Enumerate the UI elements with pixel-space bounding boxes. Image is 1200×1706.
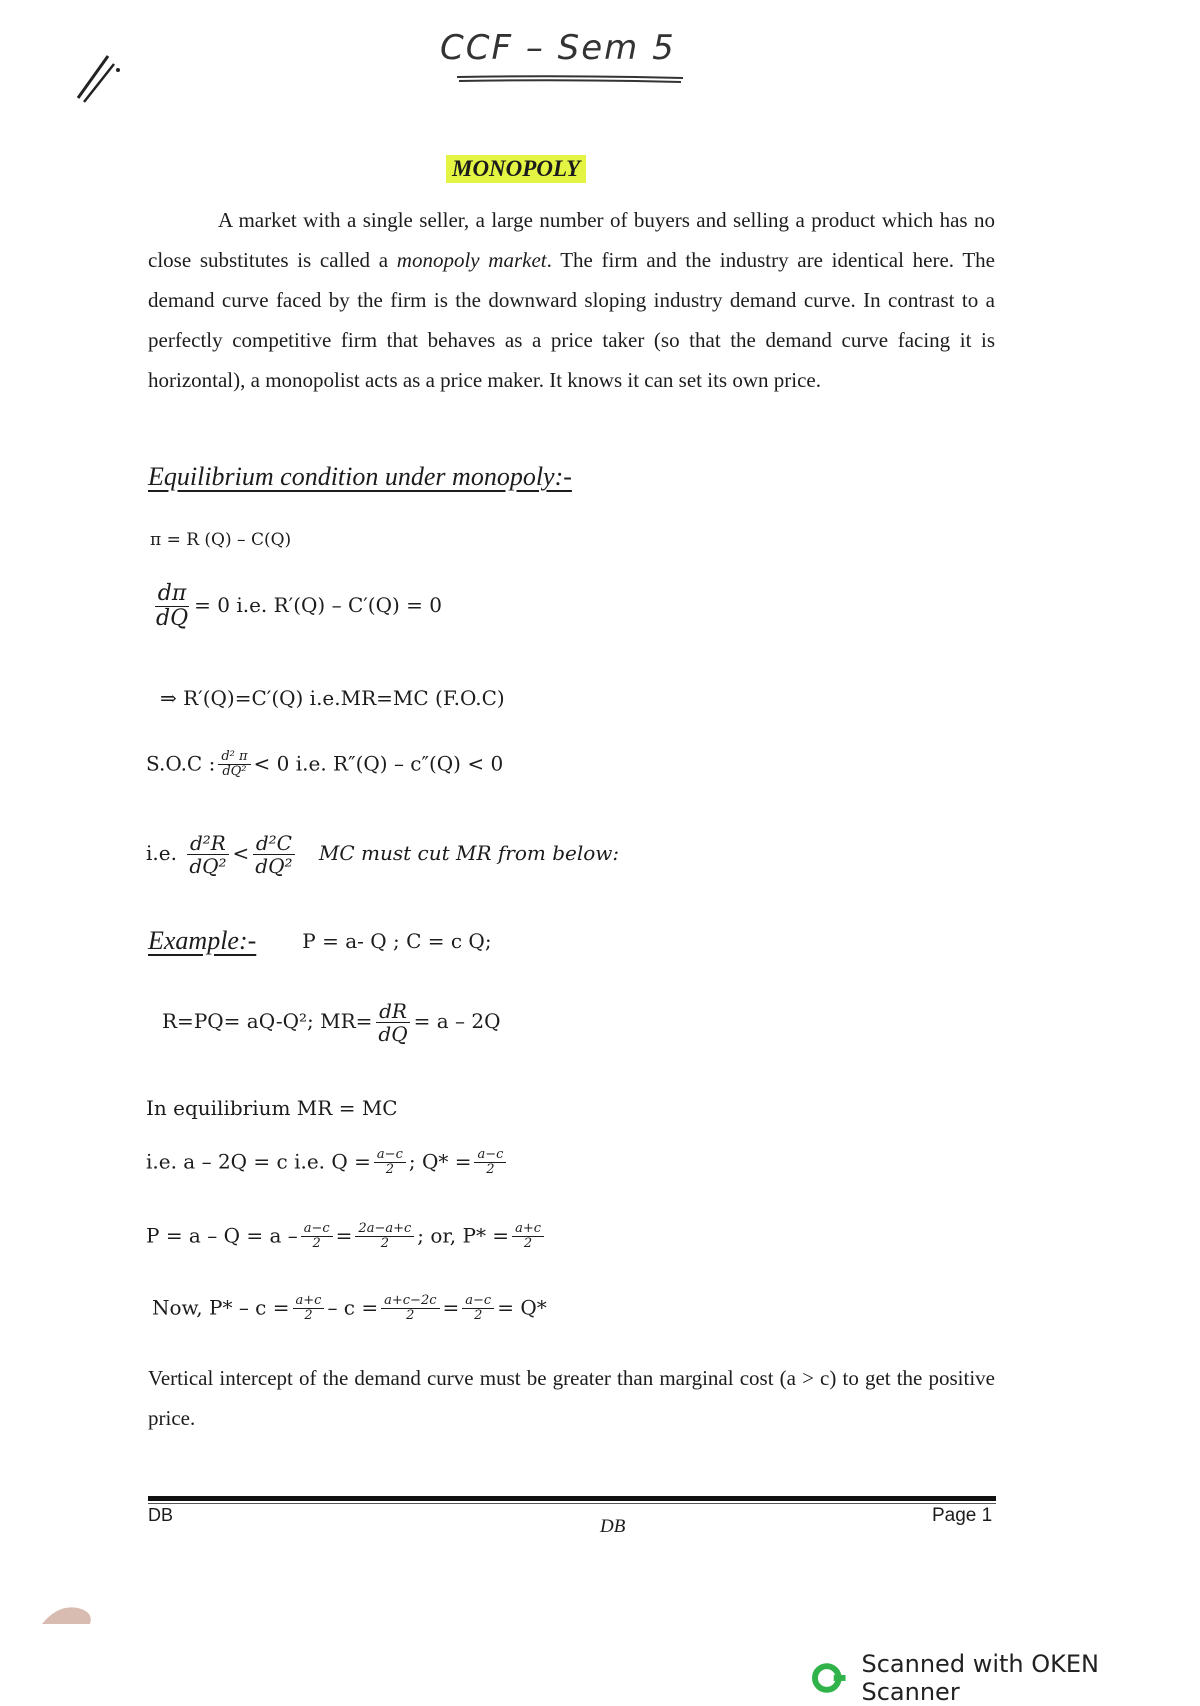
soc-equation: S.O.C : $\frac{\text{d² π}}{\text{dQ²}}$ < 0 i.e. R″(Q) – c″(Q) < 0 [146,750,503,780]
conclusion-paragraph: Vertical intercept of the demand curve must be greater than marginal cost (a > c) to get the positive price. [148,1358,995,1438]
equilibrium-line: In equilibrium MR = MC [146,1096,398,1120]
intro-text-1: A market with a single seller, a large number of buyers and selling a product which has no close substitutes is called a [148,208,995,272]
intro-paragraph [148,200,995,400]
intro-term: monopoly market [397,248,547,272]
soc-condition: i.e. $\frac{\text{d²R}}{\text{dQ²}}$ < $\frac{\text{d²C}}{\text{dQ²}}$ MC must cut MR from below: [146,832,619,877]
markup-equation: Now, P* – c = $\frac{a+c}{2}$ – c = $\frac{a+c-2c}{2}$ = $\frac{a-c}{2}$ = Q* [152,1294,547,1324]
example-given: P = a- Q ; C = c Q; [302,929,491,953]
foc-equation: $\frac{d\pi}{dQ}$ = 0 i.e. R′(Q) – C′(Q) = 0 [150,582,442,631]
example-heading: Example:- [148,926,256,956]
footer-rule [148,1496,996,1501]
profit-equation: π = R (Q) – C(Q) [150,530,291,550]
quantity-equation: i.e. a – 2Q = c i.e. Q = $\frac{a-c}{2}$ ; Q* = $\frac{a-c}{2}$ [146,1148,509,1178]
intro-text-2: . The firm and the industry are identical here. The demand curve faced by the firm is the downward sloping industry demand curve. In contrast to a perfectly competitive firm that behaves as a price taker (so that the demand curve facing it is horizontal), a monopolist acts as a price maker. It knows it can set its own price. [148,248,995,392]
oken-scanner-logo-icon [812,1663,848,1693]
foc-result: ⇒ R′(Q)=C′(Q) i.e.MR=MC (F.O.C) [160,686,505,710]
scanner-text: Scanned with OKEN Scanner [862,1650,1200,1706]
footer-center: DB [600,1516,625,1538]
page-number: Page 1 [932,1505,992,1527]
pen-mark-icon [70,48,130,108]
section-heading: Equilibrium condition under monopoly:- [148,462,572,492]
soc-note: MC must cut MR from below: [319,841,619,865]
price-equation: P = a – Q = a – $\frac{a-c}{2}$ = $\frac{2a-a+c}{2}$ ; or, P* = $\frac{a+c}{2}$ [146,1222,547,1252]
header-handwritten-note: CCF – Sem 5 [440,28,676,68]
smudge-mark [38,1600,98,1630]
page-title: MONOPOLY [446,155,586,183]
example-line [148,926,492,956]
footer-left: DB [148,1505,173,1526]
header-underline [455,75,685,83]
footer-rule-thin [148,1503,996,1504]
revenue-equation: R=PQ= aQ-Q²; MR= $\frac{dR}{dQ}$ = a – 2Q [162,1000,500,1045]
